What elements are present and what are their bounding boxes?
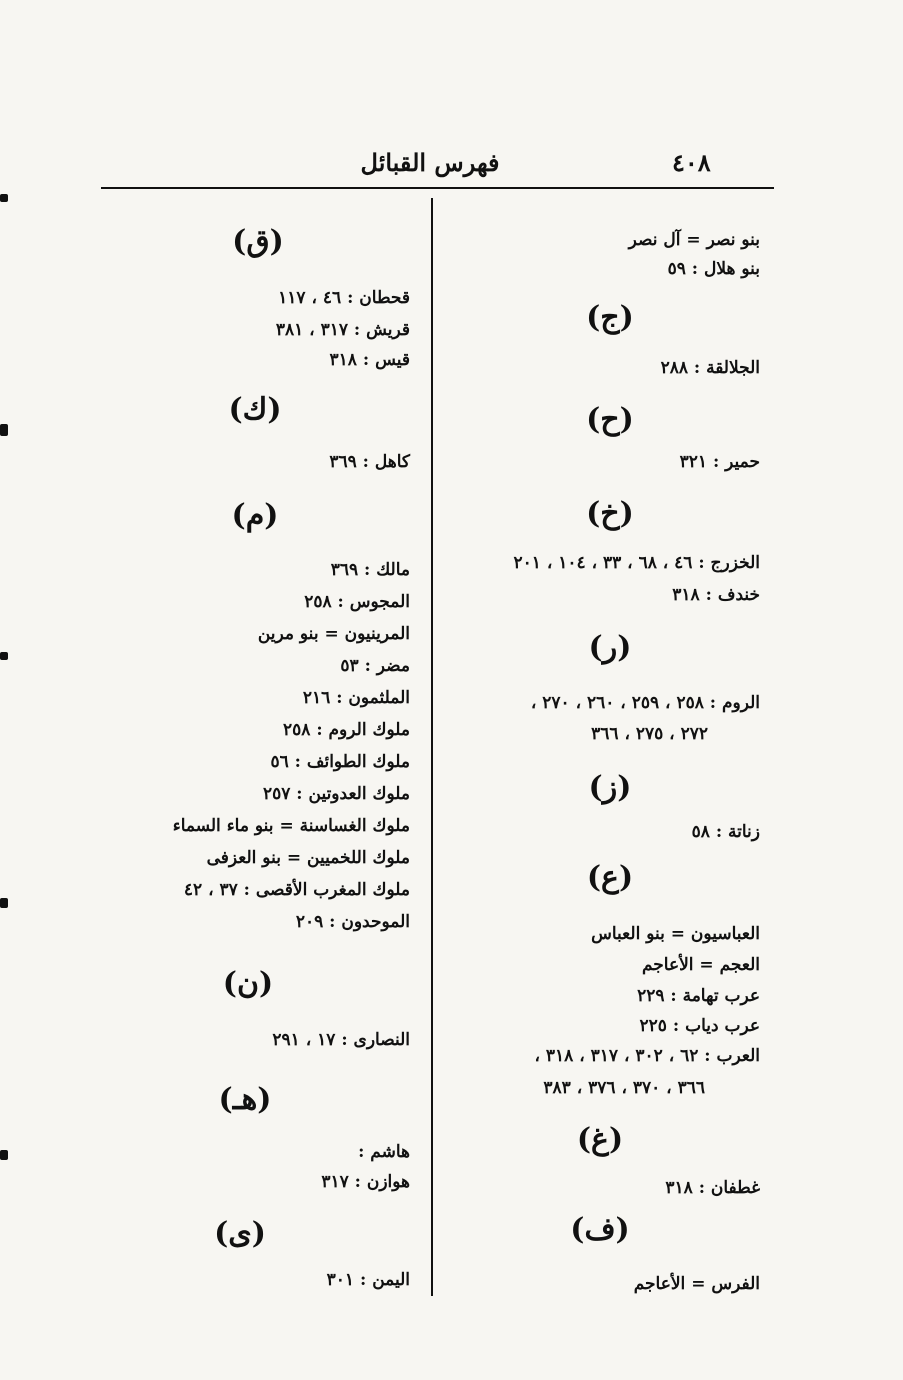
edge-mark	[0, 1150, 8, 1160]
letter-heading: (ح)	[586, 402, 634, 437]
index-entry: العجم = الأعاجم	[641, 955, 760, 975]
index-entry: قحطان : ٤٦ ، ١١٧	[278, 288, 410, 308]
letter-heading: (ر)	[588, 630, 632, 665]
page-number: ٤٠٨	[672, 148, 711, 177]
edge-mark	[0, 194, 8, 202]
index-entry: اليمن : ٣٠١	[326, 1270, 410, 1290]
column-divider	[431, 198, 433, 1296]
index-entry: حمير : ٣٢١	[679, 452, 760, 472]
index-entry: ملوك الطوائف : ٥٦	[270, 752, 410, 772]
index-entry: هاشم :	[358, 1142, 410, 1162]
letter-heading: (خ)	[586, 496, 634, 531]
index-entry: مالك : ٣٦٩	[330, 560, 410, 580]
index-entry: ملوك الروم : ٢٥٨	[283, 720, 410, 740]
letter-heading: (ج)	[586, 300, 634, 335]
index-entry: المجوس : ٢٥٨	[304, 592, 410, 612]
index-entry: بنو هلال : ٥٩	[667, 259, 760, 279]
index-entry: الموحدون : ٢٠٩	[295, 912, 410, 932]
index-entry: زناتة : ٥٨	[691, 822, 760, 842]
letter-heading: (ق)	[232, 224, 284, 259]
index-entry: ٣٦٦ ، ٣٧٠ ، ٣٧٦ ، ٣٨٣	[543, 1078, 705, 1098]
letter-heading: (ع)	[586, 860, 634, 895]
index-entry: الخزرج : ٤٦ ، ٦٨ ، ٣٣ ، ١٠٤ ، ٢٠١	[513, 553, 760, 573]
index-entry: هوازن : ٣١٧	[321, 1172, 410, 1192]
edge-mark	[0, 652, 8, 660]
header-rule	[101, 187, 774, 189]
edge-mark	[0, 424, 8, 436]
index-entry: بنو نصر = آل نصر	[628, 230, 760, 250]
index-entry: كاهل : ٣٦٩	[329, 452, 410, 472]
index-entry: قيس : ٣١٨	[329, 350, 410, 370]
page-title: فهرس القبائل	[360, 148, 500, 177]
index-entry: غطفان : ٣١٨	[665, 1178, 760, 1198]
letter-heading: (م)	[231, 498, 279, 533]
index-entry: ملوك الغساسنة = بنو ماء السماء	[172, 816, 410, 836]
letter-heading: (ز)	[588, 770, 632, 805]
letter-heading: (ن)	[222, 966, 274, 1001]
index-entry: عرب تهامة : ٢٢٩	[637, 986, 760, 1006]
index-entry: قريش : ٣١٧ ، ٣٨١	[275, 320, 410, 340]
index-entry: النصارى : ١٧ ، ٢٩١	[272, 1030, 410, 1050]
index-entry: ملوك المغرب الأقصى : ٣٧ ، ٤٢	[183, 880, 410, 900]
letter-heading: (هـ)	[218, 1082, 272, 1117]
edge-mark	[0, 898, 8, 908]
letter-heading: (ف)	[570, 1212, 630, 1247]
index-entry: عرب دياب : ٢٢٥	[639, 1016, 760, 1036]
index-entry: المرينيون = بنو مرين	[257, 624, 410, 644]
index-entry: العرب : ٦٢ ، ٣٠٢ ، ٣١٧ ، ٣١٨ ،	[534, 1046, 760, 1066]
index-entry: مضر : ٥٣	[340, 656, 410, 676]
index-entry: الروم : ٢٥٨ ، ٢٥٩ ، ٢٦٠ ، ٢٧٠ ،	[530, 693, 760, 713]
index-entry: خندف : ٣١٨	[672, 585, 760, 605]
letter-heading: (ك)	[228, 392, 282, 427]
letter-heading: (غ)	[576, 1122, 624, 1157]
index-entry: الفرس = الأعاجم	[633, 1274, 760, 1294]
index-entry: ٢٧٢ ، ٢٧٥ ، ٣٦٦	[591, 724, 708, 744]
index-entry: الملثمون : ٢١٦	[302, 688, 410, 708]
index-entry: ملوك اللخميين = بنو العزفى	[206, 848, 410, 868]
index-entry: الجلالقة : ٢٨٨	[660, 358, 760, 378]
index-entry: ملوك العدوتين : ٢٥٧	[262, 784, 410, 804]
index-entry: العباسيون = بنو العباس	[591, 924, 760, 944]
letter-heading: (ى)	[214, 1216, 266, 1251]
